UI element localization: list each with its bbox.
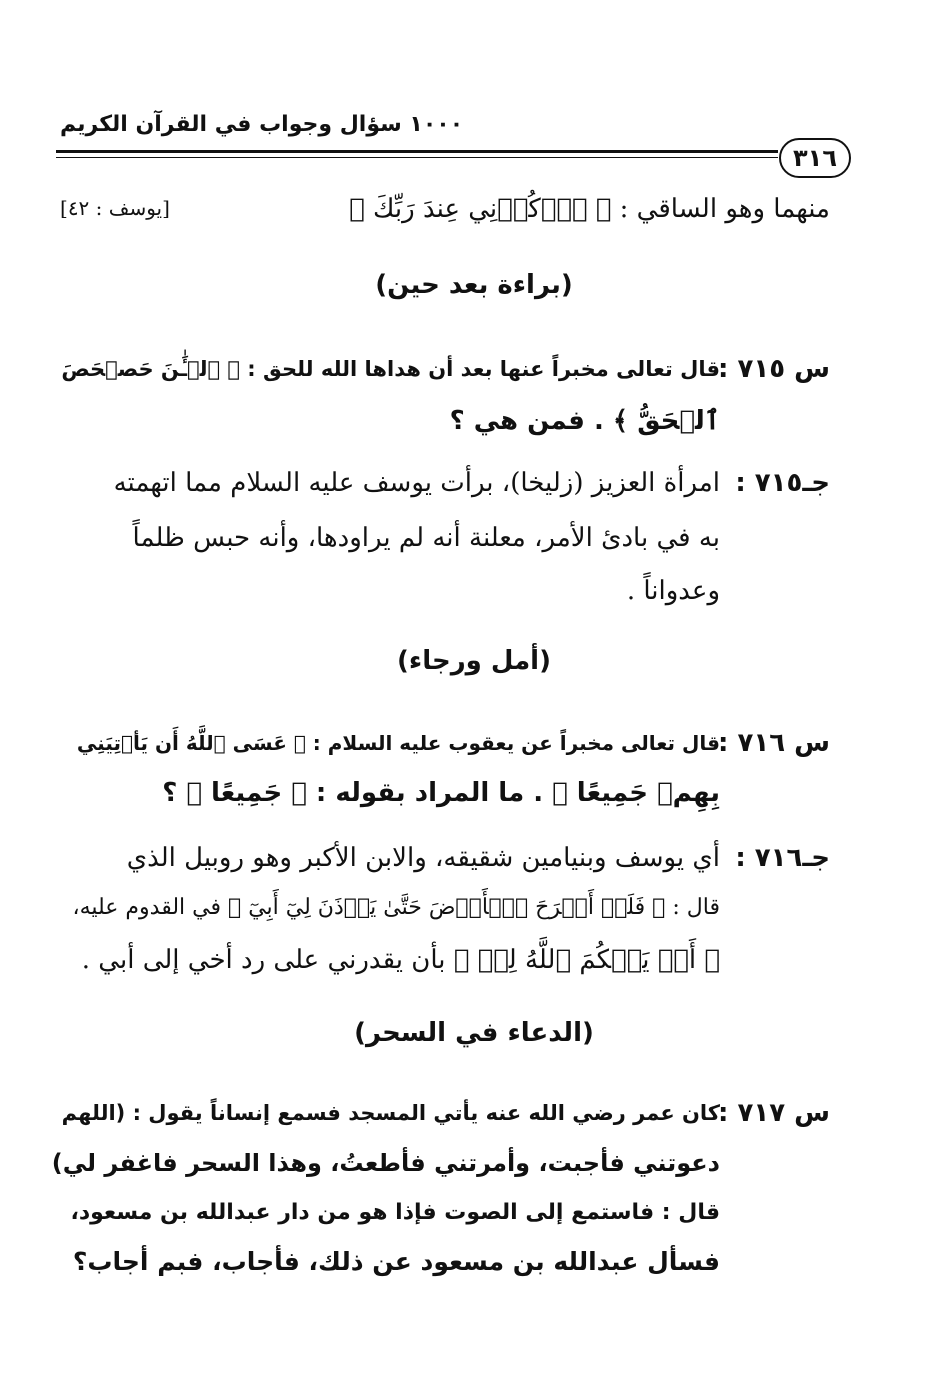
- answer-line: وعدواناً .: [626, 576, 720, 606]
- header-rule-thin: [56, 157, 778, 158]
- answer-line: قال : ﴿ فَلَنۡ أَبۡرَحَ ٱلۡأَرۡضَ حَتَّىٰ يَأۡذَنَ لِيٓ أَبِيٓ ﴾ في القدوم عليه،: [72, 895, 720, 920]
- page-number-badge: ٣١٦: [779, 138, 851, 178]
- answer-line: امرأة العزيز (زليخا)، برأت يوسف عليه السلام مما اتهمته: [113, 468, 720, 498]
- header-rule-thick: [56, 150, 778, 153]
- question-line: فسأل عبدالله بن مسعود عن ذلك، فأجاب، فبم أجاب؟: [72, 1247, 720, 1276]
- section-heading: (أمل ورجاء): [397, 646, 551, 676]
- question-label: س ٧١٧ :: [718, 1098, 830, 1128]
- answer-label: جـ٧١٥ :: [735, 468, 830, 498]
- question-line: ٱلۡحَقُّ ﴾ . فمن هي ؟: [449, 406, 720, 436]
- answer-line: به في بادئ الأمر، معلنة أنه لم يراودها، وأنه حبس ظلماً: [132, 523, 720, 553]
- question-line: دعوتني فأجبت، وأمرتني فأطعتُ، وهذا السحر فاغفر لي): [51, 1149, 720, 1177]
- question-line: كان عمر رضي الله عنه يأتي المسجد فسمع إنساناً يقول : (اللهم: [61, 1101, 720, 1125]
- question-label: س ٧١٦ :: [718, 728, 830, 758]
- quran-reference: [يوسف : ٤٢]: [60, 196, 170, 220]
- question-label: س ٧١٥ :: [718, 354, 830, 384]
- answer-line: أي يوسف وبنيامين شقيقه، والابن الأكبر وهو روبيل الذي: [126, 843, 720, 873]
- question-line: قال تعالى مخبراً عنها بعد أن هداها الله للحق : ﴿ ٱلۡـَٰٔنَ حَصۡحَصَ: [61, 357, 720, 381]
- running-header-title: ١٠٠٠ سؤال وجواب في القرآن الكريم: [60, 112, 464, 137]
- question-line: قال : فاستمع إلى الصوت فإذا هو من دار عبدالله بن مسعود،: [70, 1200, 720, 1225]
- answer-label: جـ٧١٦ :: [735, 843, 830, 873]
- intro-text: منهما وهو الساقي : ﴿ ٱذۡكُرۡنِي عِندَ رَبِّكَ ﴾: [349, 194, 830, 224]
- section-heading: (الدعاء في السحر): [354, 1018, 594, 1048]
- question-line: قال تعالى مخبراً عن يعقوب عليه السلام : ﴿ عَسَى ٱللَّهُ أَن يَأۡتِيَنِي: [76, 731, 720, 755]
- question-line: بِهِمۡ جَمِيعًا ﴾ . ما المراد بقوله : ﴿ جَمِيعًا ﴾ ؟: [162, 778, 720, 808]
- section-heading: (براءة بعد حين): [375, 270, 573, 300]
- answer-line: ﴿ أَوۡ يَحۡكُمَ ٱللَّهُ لِيۖ ﴾ بأن يقدرني على رد أخي إلى أبي .: [81, 945, 720, 975]
